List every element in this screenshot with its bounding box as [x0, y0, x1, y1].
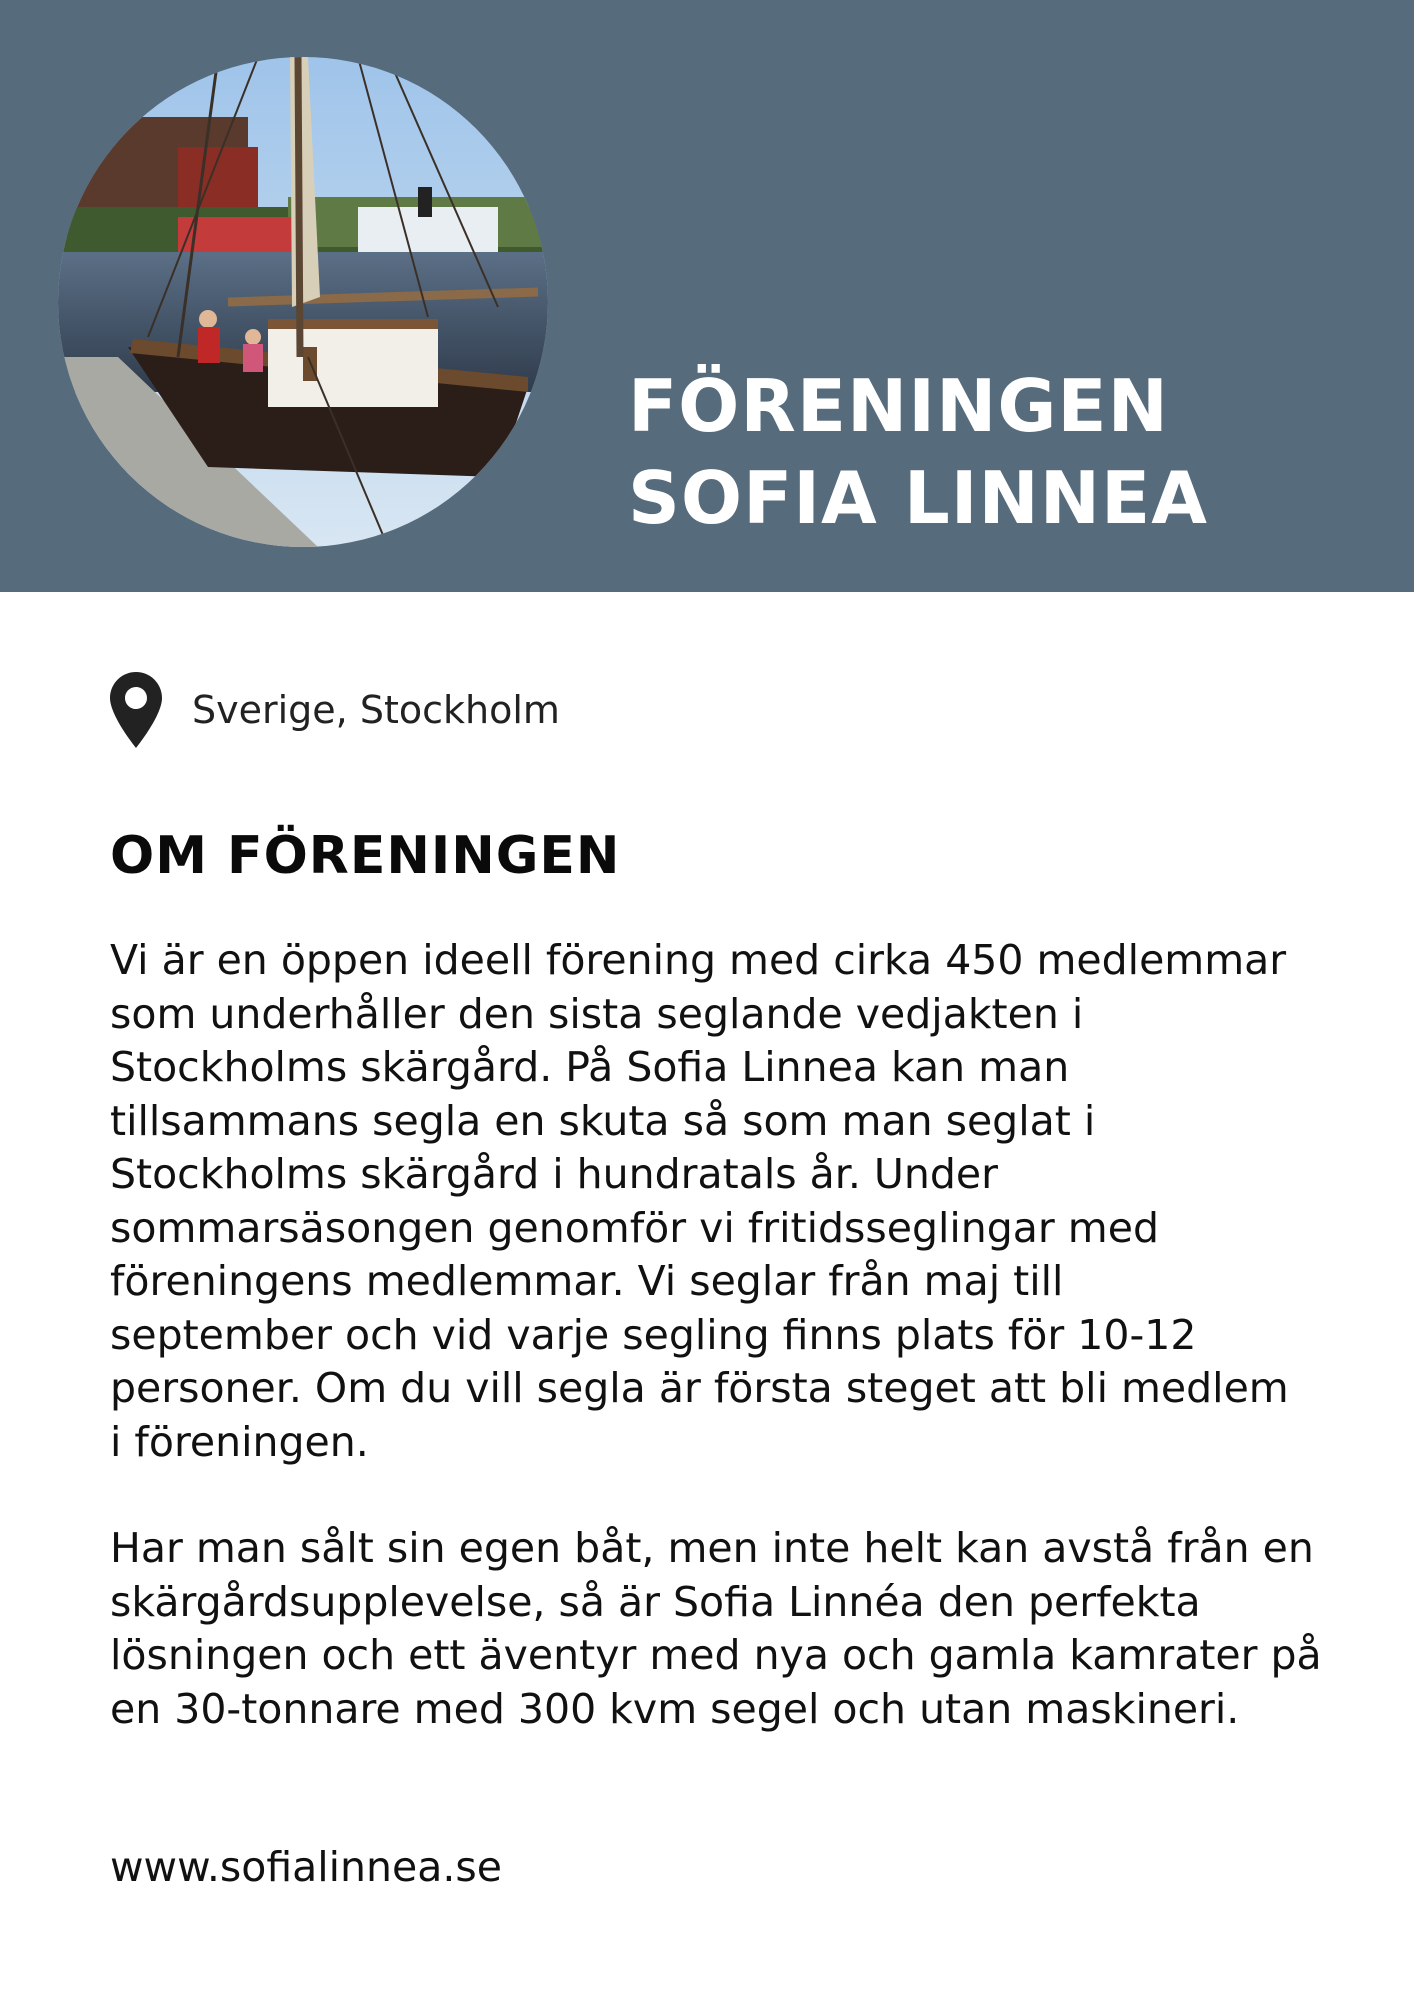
- header-banner: [0, 0, 1414, 592]
- page-title: [628, 360, 1208, 544]
- map-pin-icon: [110, 672, 162, 748]
- title-line-2: SOFIA LINNEA: [628, 456, 1208, 540]
- about-paragraph-1: Vi är en öppen ideell förening med cirka 450 medlemmar som underhåller den sista seglande vedjakten i Stockholms skärgård. På Sofia Linnea kan man tillsammans segla en skuta så som man seglat i Stockholms skärgård i hundratals år. Under sommarsäsongen genomför vi fritidsseglingar med föreningens medlemmar. Vi seglar från maj till september och vid varje segling finns plats för 10-12 personer. Om du vill segla är första steget att bli medlem i föreningen.: [110, 936, 1289, 1466]
- about-heading: OM FÖRENINGEN: [110, 826, 621, 886]
- about-body: [110, 934, 1330, 1736]
- location-row: [110, 672, 560, 748]
- sailboat-illustration: [58, 57, 548, 547]
- title-line-1: FÖRENINGEN: [628, 364, 1169, 448]
- location-text: Sverige, Stockholm: [192, 688, 560, 732]
- about-paragraph-2: Har man sålt sin egen båt, men inte helt kan avstå från en skärgårdsupplevelse, så är Sofia Linnéa den perfekta lösningen och ett äventyr med nya och gamla kamrater på en 30-tonnare med 300 kvm segel och utan maskineri.: [110, 1524, 1322, 1733]
- sailboat-photo: [58, 57, 548, 547]
- website-link[interactable]: www.sofialinnea.se: [110, 1843, 502, 1891]
